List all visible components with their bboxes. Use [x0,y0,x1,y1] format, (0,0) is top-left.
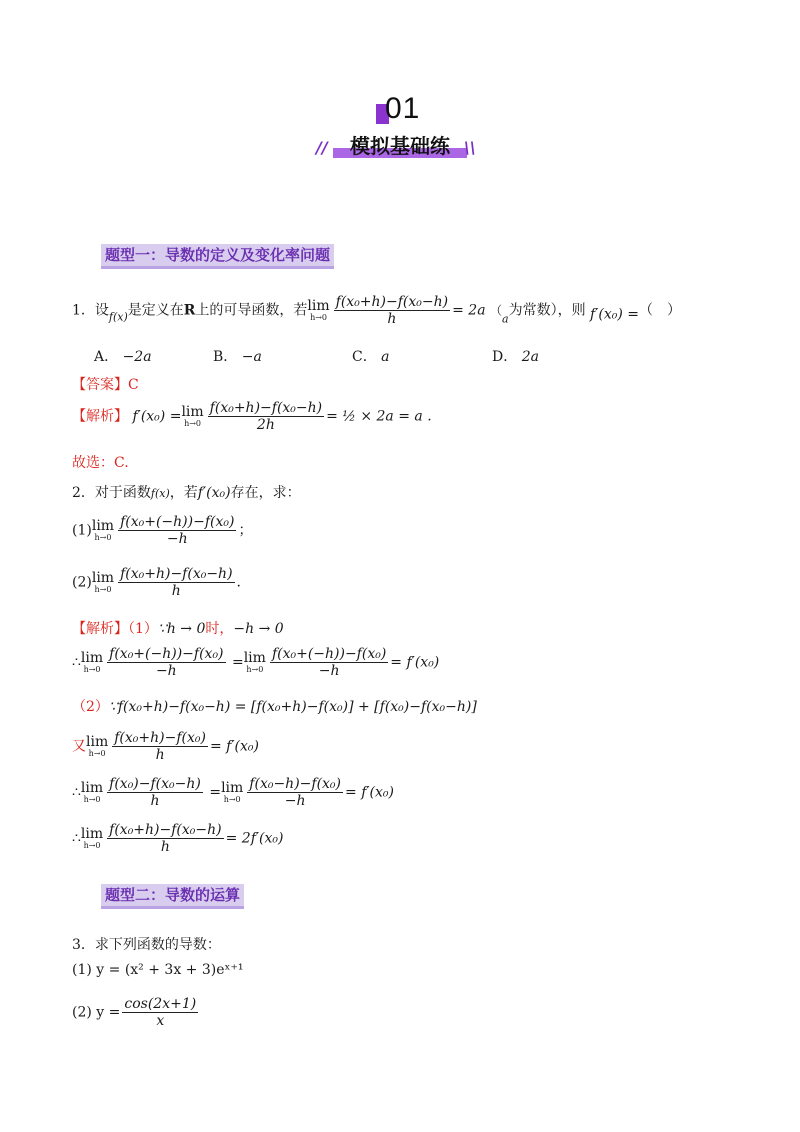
topic-heading-2: 题型二：导数的运算 [101,884,244,909]
option-a: A． −2a [94,349,152,365]
question-2-part-1: (1) lim h→0 $\frac{\text{f(x₀+(−h))−f(x₀)}}{-h}$ ； [72,514,253,547]
question-2-part-2: (2) lim h→0 $\frac{\text{f(x₀+h)−f(x₀−h)}}{h}$ . [72,566,241,599]
topic-heading-1: 题型一：导数的定义及变化率问题 [101,244,334,269]
question-3-part-2: (2) y = $\frac{\cos(2x+1)}{x}$ [72,996,197,1029]
section-title: 模拟基础练 [350,134,450,158]
question-3-part-1: (1) y = (x² + 3x + 3)eˣ⁺¹ [72,962,244,978]
solution-line-2: ∴ lim h→0 $\frac{\text{f(x₀+(−h))−f(x₀)}}{-h}$ = lim h→0 $\frac{\text{f(x₀+(−h))−f(x₀)}}{-h}$ = f′(x₀) [72,646,440,679]
slash-decoration-left: // [316,138,328,157]
question-1-analysis: 【解析】 f′(x₀) = lim h→0 $\frac{\text{f(x₀+h)−f(x₀−h)}}{2h}$ = ½ × 2a = a . [72,400,432,433]
question-3-stem: 3．求下列函数的导数： [72,937,221,953]
solution-line-4: 又 lim h→0 $\frac{\text{f(x₀+h)−f(x₀)}}{h}$ = f′(x₀) [72,730,259,763]
choose-answer: 故选：C. [72,455,129,471]
slash-decoration-right: \\ [464,138,476,157]
solution-line-5: ∴ lim h→0 $\frac{\text{f(x₀)−f(x₀−h)}}{h}$ = lim h→0 $\frac{\text{f(x₀−h)−f(x₀)}}{-h}$ = f′(x₀) [72,776,394,809]
option-b: B． −a [213,349,262,365]
solution-part-2: （2）∵f(x₀+h)−f(x₀−h) = [f(x₀+h)−f(x₀)] + [f(x₀)−f(x₀−h)] [72,699,477,715]
question-1-stem: 1．设$_{f(x)}$是定义在R上的可导函数，若 lim h→0 $\frac{\text{f(x₀+h)−f(x₀−h)}}{h}$ = 2a （$_a$为常数），则 f′(x₀) =（ ） [72,294,682,327]
option-d: D． 2a [492,349,539,365]
solution-line-6: ∴ lim h→0 $\frac{\text{f(x₀+h)−f(x₀−h)}}{h}$ = 2f′(x₀) [72,822,284,855]
question-2-stem: 2．对于函数f(x)，若f′(x₀)存在，求： [72,485,301,501]
section-number: 01 [385,92,421,125]
solution-part-1: 【解析】（1）∵h → 0时，−h → 0 [72,621,284,637]
answer-tag: 【答案】C [72,377,139,393]
option-c: C． a [352,349,390,365]
